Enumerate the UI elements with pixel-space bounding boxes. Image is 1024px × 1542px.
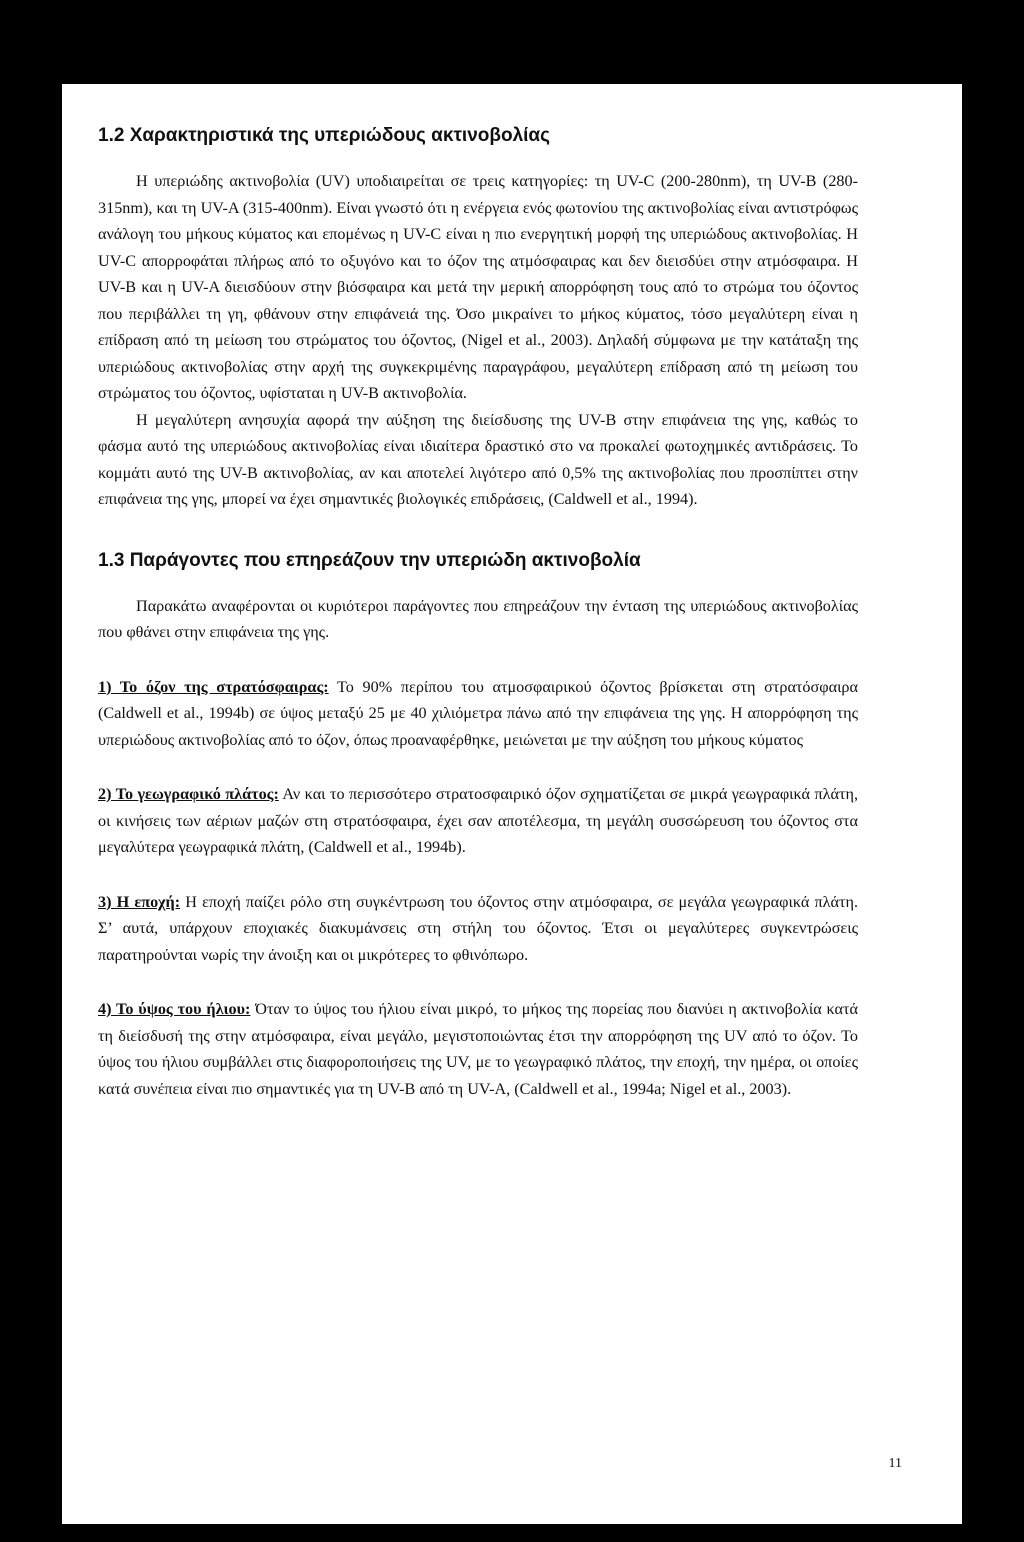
factor-label: 2) Το γεωγραφικό πλάτος: [98, 785, 279, 803]
document-page [62, 84, 962, 1524]
factor-text: Αν και το περισσότερο στρατοσφαιρικό όζον σχηματίζεται σε μικρά γεωγραφικά πλάτη, οι κινήσεις των αέριων μαζών στη στρατόσφαιρα, έχει σαν αποτέλεσμα, τη μεγάλη συσσώρευση του όζοντος στα μεγαλύτερα γεωγραφικά πλάτη, (Caldwell et al., 1994b). [98, 785, 858, 856]
section-1-3-title: 1.3 Παράγοντες που επηρεάζουν την υπεριώδη ακτινοβολία [98, 549, 641, 571]
page-number: 11 [888, 1456, 902, 1471]
factor-paragraph-latitude [98, 781, 858, 861]
factor-text: Όταν το ύψος του ήλιου είναι μικρό, το μήκος της πορείας που διανύει η ακτινοβολία κατά τη διείσδυσή της στην ατμόσφαιρα, είναι μεγάλο, μεγιστοποιώντας έτσι την απορρόφηση της UV από το όζον. Το ύψος του ήλιου συμβάλλει στις διαφοροποιήσεις της UV, με το γεωγραφικό πλάτος, την εποχή, την ημέρα, οι οποίες κατά συνέπεια είναι πιο σημαντικές για τη UV-B από τη UV-A, (Caldwell et al., 1994a; Nigel et al., 2003). [98, 1000, 858, 1098]
factor-label: 3) Η εποχή: [98, 892, 181, 911]
section-1-2-title: 1.2 Χαρακτηριστικά της υπεριώδους ακτινοβολίας [98, 125, 550, 146]
section-1-2-paragraph-2: Η μεγαλύτερη ανησυχία αφορά την αύξηση της διείσδυσης της UV-B στην επιφάνεια της γης, καθώς το φάσμα αυτό της υπεριώδους ακτινοβολίας είναι ιδιαίτερα δραστικό στο να προκαλεί φωτοχημικές αντιδράσεις. Το κομμάτι αυτό της UV-B ακτινοβολίας, αν και αποτελεί λιγότερο από 0,5% της ακτινοβολίας που προσπίπτει στην επιφάνεια της γης, μπορεί να έχει σημαντικές βιολογικές επιδράσεις, (Caldwell et al., 1994). [98, 410, 858, 508]
section-1-2-paragraph-1: Η υπεριώδης ακτινοβολία (UV) υποδιαιρείται σε τρεις κατηγορίες: τη UV-C (200-280nm), τη UV-B (280-315nm), και τη UV-A (315-400nm). Είναι γνωστό ότι η ενέργεια ενός φωτονίου της ακτινοβολίας είναι αντιστρόφως ανάλογη του μήκους κύματος και επομένως η UV-C είναι η πιο ενεργητική μορφή της υπεριώδους ακτινοβολίας. Η UV-C απορροφάται πλήρως από το οξυγόνο και το όζον της ατμόσφαιρας και δεν διεισδύει στην ατμόσφαιρα. Η UV-B και η UV-A διεισδύουν στην βιόσφαιρα και μετά την μερική απορρόφηση τους από το στρώμα του όζοντος που περιβάλλει τη γη, φθάνουν στην επιφάνειά της. Όσο μικραίνει το μήκος κύματος, τόσο μεγαλύτερη είναι η επίδραση από τη μείωση του στρώματος του όζοντος, (Nigel et al., 2003). Δηλαδή σύμφωνα με την κατάταξη της υπεριώδους ακτινοβολίας στην αρχή της συγκεκριμένης παραγράφου, μεγαλύτερη επίδραση από τη μείωση του στρώματος του όζοντος, υφίσταται η UV-B ακτινοβολία. [98, 172, 858, 402]
factor-text: Το 90% περίπου του ατμοσφαιρικού όζοντος βρίσκεται στη στρατόσφαιρα (Caldwell et al., 1994b) σε ύψος μεταξύ 25 με 40 χιλιόμετρα πάνω από την επιφάνεια της γης. Η απορρόφηση της υπεριώδους ακτινοβολίας από το όζον, όπως προαναφέρθηκε, μειώνεται με την αύξηση του μήκους κύματος [98, 677, 858, 749]
factor-paragraph-sun-height [98, 996, 858, 1102]
factor-label: 4) Το ύψος του ήλιου: [98, 1000, 251, 1018]
section-1-3-intro: Παρακάτω αναφέρονται οι κυριότεροι παράγοντες που επηρεάζουν την ένταση της υπεριώδους ακτινοβολίας που φθάνει στην επιφάνεια της γης. [98, 596, 858, 641]
factor-paragraph-ozone [98, 674, 858, 754]
factor-text: Η εποχή παίζει ρόλο στη συγκέντρωση του όζοντος στην ατμόσφαιρα, σε μεγάλα γεωγραφικά πλάτη. Σ’ αυτά, υπάρχουν εποχιακές διακυμάνσεις στη στήλη του όζοντος. Έτσι οι μεγαλύτερες συγκεντρώσεις παρατηρούνται νωρίς την άνοιξη και οι μικρότερες το φθινόπωρο. [98, 892, 858, 964]
page-content [98, 124, 858, 1102]
factor-paragraph-season [98, 889, 858, 969]
factor-label: 1) Το όζον της στρατόσφαιρας: [98, 677, 329, 696]
